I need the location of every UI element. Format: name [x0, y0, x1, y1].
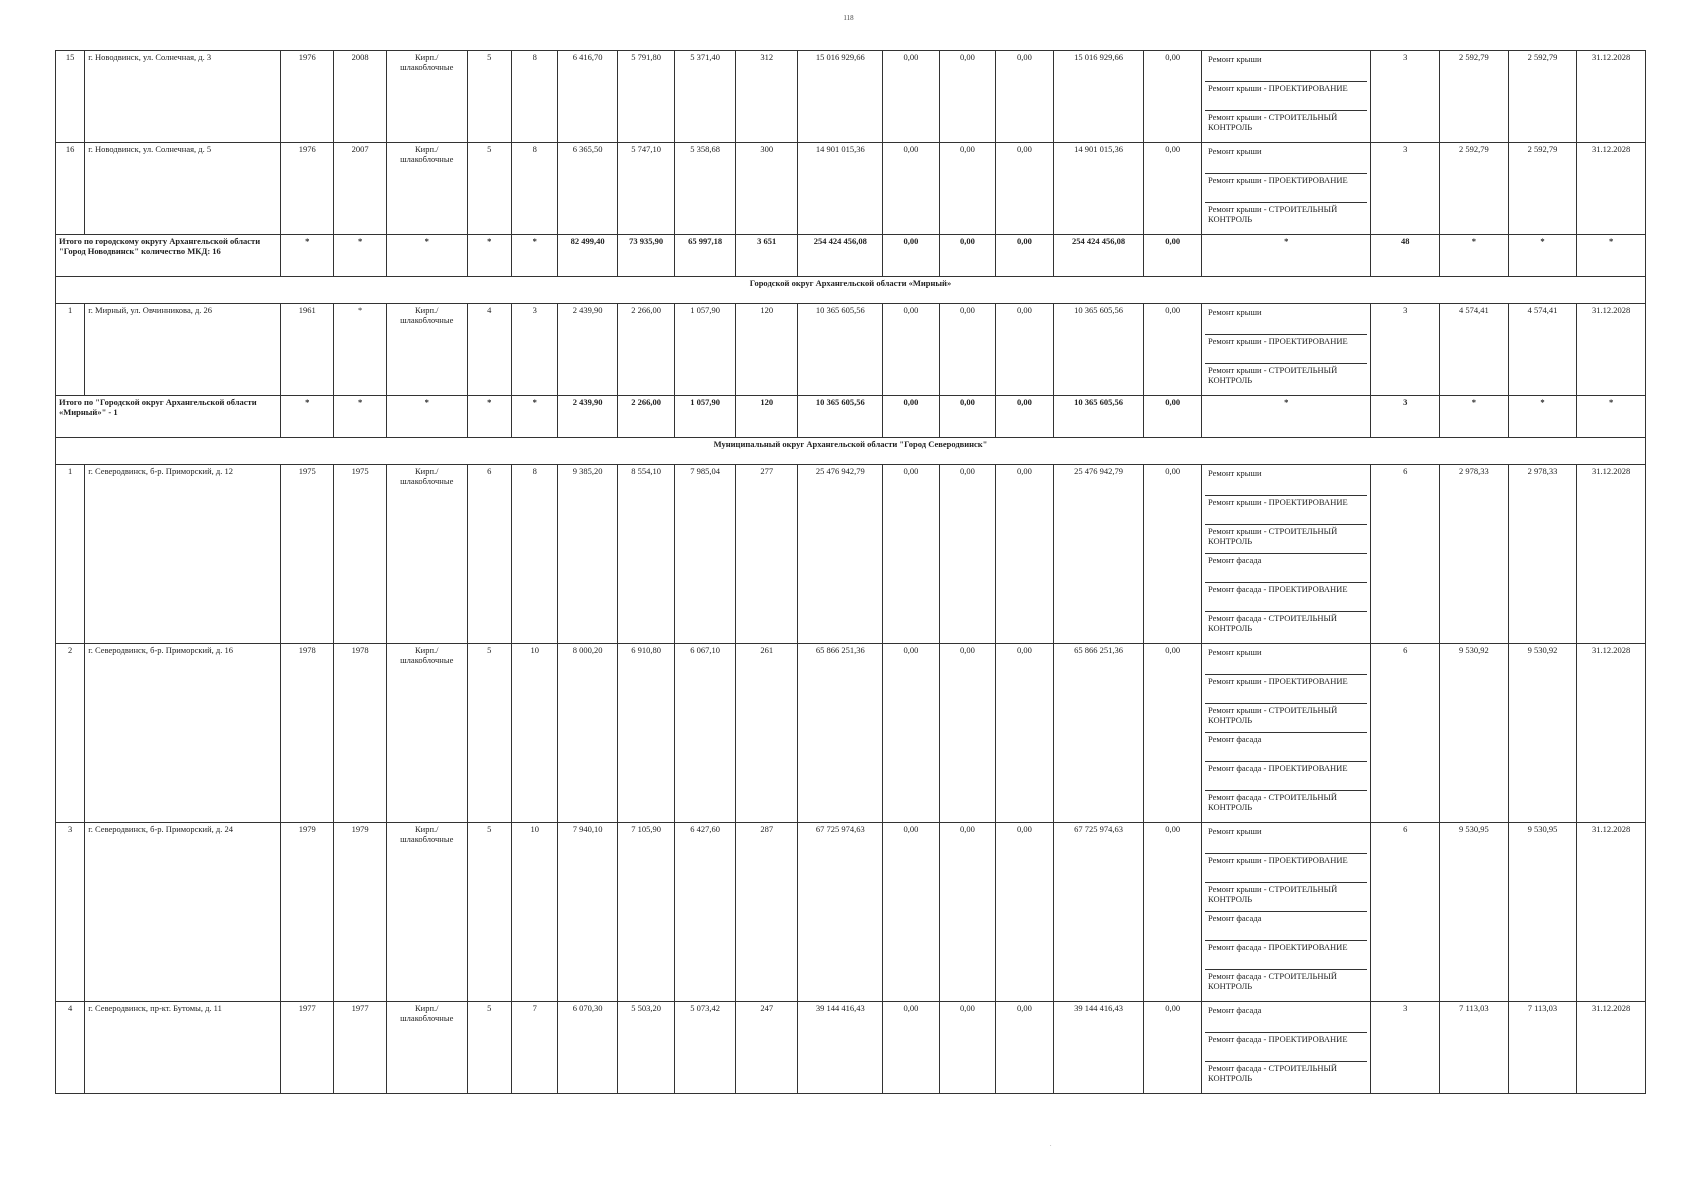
area-residential-cell: 5 371,40: [675, 51, 736, 143]
cost-total-cell: 39 144 416,43: [798, 1002, 883, 1094]
fund-cell: 0,00: [1144, 143, 1202, 235]
fund-owners-cell: 14 901 015,36: [1053, 143, 1144, 235]
entrances-cell: 3: [511, 304, 557, 396]
placeholder-star: *: [386, 396, 467, 438]
fund-cell: 0,00: [883, 644, 939, 823]
wall-material-cell: Кирп./ шлакоблочные: [386, 304, 467, 396]
floors-cell: 5: [467, 143, 511, 235]
row-number: 16: [56, 143, 85, 235]
fund-cell: 0,00: [996, 465, 1054, 644]
total-work-count: 3: [1371, 396, 1440, 438]
residents-cell: 120: [735, 304, 798, 396]
deadline-cell: 31.12.2028: [1577, 465, 1646, 644]
year-repair-cell: 1975: [334, 465, 386, 644]
cost-total-cell: 25 476 942,79: [798, 465, 883, 644]
total-fund: 0,00: [996, 235, 1054, 277]
section-header-row: [56, 277, 1646, 304]
placeholder-star: *: [280, 235, 333, 277]
fund-owners-cell: 65 866 251,36: [1053, 644, 1144, 823]
fund-cell: 0,00: [1144, 465, 1202, 644]
work-type-item: Ремонт крыши: [1205, 306, 1367, 335]
work-type-item: Ремонт крыши: [1205, 646, 1367, 675]
cost-total-cell: 67 725 974,63: [798, 823, 883, 1002]
year-built-cell: 1979: [280, 823, 333, 1002]
table-row: [56, 304, 1646, 396]
work-count-cell: 3: [1371, 51, 1440, 143]
unit-cost-cell: 9 530,95: [1440, 823, 1509, 1002]
work-type-item: Ремонт фасада - СТРОИТЕЛЬНЫЙ КОНТРОЛЬ: [1207, 971, 1338, 991]
wall-material-cell: Кирп./ шлакоблочные: [386, 465, 467, 644]
work-type-item: Ремонт крыши - ПРОЕКТИРОВАНИЕ: [1205, 496, 1367, 525]
address-cell: г. Северодвинск, б-р. Приморский, д. 12: [85, 465, 281, 644]
placeholder-star: *: [1201, 235, 1370, 277]
fund-cell: 0,00: [883, 823, 939, 1002]
total-residents: 3 651: [735, 235, 798, 277]
table-row: [56, 1002, 1646, 1094]
placeholder-star: *: [1577, 235, 1646, 277]
fund-cell: 0,00: [1144, 304, 1202, 396]
work-count-cell: 3: [1371, 304, 1440, 396]
fund-owners-cell: 10 365 605,56: [1053, 304, 1144, 396]
area-residential-cell: 6 067,10: [675, 644, 736, 823]
residents-cell: 277: [735, 465, 798, 644]
address-cell: г. Северодвинск, б-р. Приморский, д. 16: [85, 644, 281, 823]
area-residential-cell: 7 985,04: [675, 465, 736, 644]
row-number: 2: [56, 644, 85, 823]
work-type-item: Ремонт крыши - ПРОЕКТИРОВАНИЕ: [1205, 82, 1367, 111]
fund-cell: 0,00: [939, 644, 995, 823]
placeholder-star: *: [1577, 396, 1646, 438]
row-number: 4: [56, 1002, 85, 1094]
wall-material-cell: Кирп./ шлакоблочные: [386, 1002, 467, 1094]
work-type-item: Ремонт фасада - ПРОЕКТИРОВАНИЕ: [1205, 583, 1367, 612]
work-type-item: Ремонт фасада - ПРОЕКТИРОВАНИЕ: [1205, 762, 1367, 791]
area-total-cell: 6 070,30: [558, 1002, 618, 1094]
work-type-item: Ремонт фасада: [1205, 554, 1367, 583]
area-residential-cell: 5 358,68: [675, 143, 736, 235]
work-type-item: Ремонт крыши: [1205, 53, 1367, 82]
year-repair-cell: 2008: [334, 51, 386, 143]
entrances-cell: 8: [511, 143, 557, 235]
placeholder-star: *: [1440, 235, 1509, 277]
cost-total-cell: 15 016 929,66: [798, 51, 883, 143]
fund-cell: 0,00: [939, 143, 995, 235]
address-cell: г. Мирный, ул. Овчинникова, д. 26: [85, 304, 281, 396]
fund-cell: 0,00: [996, 304, 1054, 396]
area-total-cell: 6 365,50: [558, 143, 618, 235]
fund-cell: 0,00: [883, 465, 939, 644]
work-type-item: Ремонт фасада: [1205, 912, 1367, 941]
placeholder-star: *: [386, 235, 467, 277]
total-row: [56, 235, 1646, 277]
cost-total-cell: 10 365 605,56: [798, 304, 883, 396]
wall-material-cell: Кирп./ шлакоблочные: [386, 823, 467, 1002]
table-row: [56, 644, 1646, 823]
deadline-cell: 31.12.2028: [1577, 51, 1646, 143]
total-area-total: 2 439,90: [558, 396, 618, 438]
placeholder-star: *: [467, 396, 511, 438]
max-cost-cell: 4 574,41: [1508, 304, 1577, 396]
fund-cell: 0,00: [939, 465, 995, 644]
work-type-item: Ремонт крыши - СТРОИТЕЛЬНЫЙ КОНТРОЛЬ: [1205, 525, 1367, 554]
total-area-residential: 65 997,18: [675, 235, 736, 277]
area-premises-cell: 7 105,90: [617, 823, 675, 1002]
work-count-cell: 6: [1371, 644, 1440, 823]
total-area-premises: 2 266,00: [617, 396, 675, 438]
area-total-cell: 6 416,70: [558, 51, 618, 143]
unit-cost-cell: 7 113,03: [1440, 1002, 1509, 1094]
cost-total-cell: 14 901 015,36: [798, 143, 883, 235]
unit-cost-cell: 2 978,33: [1440, 465, 1509, 644]
works-cell: [1201, 143, 1370, 235]
placeholder-star: *: [334, 396, 386, 438]
cost-total-cell: 65 866 251,36: [798, 644, 883, 823]
fund-cell: 0,00: [996, 644, 1054, 823]
fund-cell: 0,00: [939, 304, 995, 396]
total-fund: 0,00: [1144, 396, 1202, 438]
unit-cost-cell: 4 574,41: [1440, 304, 1509, 396]
work-type-item: Ремонт крыши - ПРОЕКТИРОВАНИЕ: [1205, 675, 1367, 704]
work-type-item: Ремонт крыши: [1205, 145, 1367, 174]
fund-cell: 0,00: [883, 143, 939, 235]
placeholder-star: *: [280, 396, 333, 438]
address-cell: г. Новодвинск, ул. Солнечная, д. 5: [85, 143, 281, 235]
scan-mark: .: [1050, 1142, 1052, 1148]
year-built-cell: 1976: [280, 143, 333, 235]
floors-cell: 5: [467, 644, 511, 823]
entrances-cell: 10: [511, 823, 557, 1002]
wall-material-cell: Кирп./ шлакоблочные: [386, 51, 467, 143]
work-type-item: Ремонт крыши - СТРОИТЕЛЬНЫЙ КОНТРОЛЬ: [1207, 365, 1338, 385]
work-type-item: Ремонт крыши - ПРОЕКТИРОВАНИЕ: [1205, 854, 1367, 883]
fund-cell: 0,00: [939, 51, 995, 143]
total-fund: 0,00: [939, 396, 995, 438]
total-row: [56, 396, 1646, 438]
fund-cell: 0,00: [939, 1002, 995, 1094]
address-cell: г. Северодвинск, б-р. Приморский, д. 24: [85, 823, 281, 1002]
work-count-cell: 6: [1371, 823, 1440, 1002]
work-type-item: Ремонт крыши - ПРОЕКТИРОВАНИЕ: [1205, 335, 1367, 364]
total-area-premises: 73 935,90: [617, 235, 675, 277]
fund-cell: 0,00: [883, 1002, 939, 1094]
work-type-item: Ремонт крыши - СТРОИТЕЛЬНЫЙ КОНТРОЛЬ: [1207, 112, 1338, 132]
placeholder-star: *: [1440, 396, 1509, 438]
total-work-count: 48: [1371, 235, 1440, 277]
works-cell: [1201, 304, 1370, 396]
residents-cell: 261: [735, 644, 798, 823]
table-row: [56, 823, 1646, 1002]
unit-cost-cell: 2 592,79: [1440, 51, 1509, 143]
area-total-cell: 2 439,90: [558, 304, 618, 396]
wall-material-cell: Кирп./ шлакоблочные: [386, 143, 467, 235]
deadline-cell: 31.12.2028: [1577, 143, 1646, 235]
repair-program-table: [55, 50, 1646, 1094]
floors-cell: 5: [467, 823, 511, 1002]
fund-cell: 0,00: [996, 823, 1054, 1002]
fund-cell: 0,00: [939, 823, 995, 1002]
year-built-cell: 1976: [280, 51, 333, 143]
residents-cell: 312: [735, 51, 798, 143]
section-title: Муниципальный округ Архангельской области "Город Северодвинск": [56, 438, 1646, 465]
page-number: 118: [843, 14, 854, 22]
fund-cell: 0,00: [1144, 1002, 1202, 1094]
fund-owners-cell: 39 144 416,43: [1053, 1002, 1144, 1094]
area-total-cell: 9 385,20: [558, 465, 618, 644]
fund-cell: 0,00: [996, 143, 1054, 235]
max-cost-cell: 2 592,79: [1508, 51, 1577, 143]
work-count-cell: 3: [1371, 1002, 1440, 1094]
year-repair-cell: 2007: [334, 143, 386, 235]
total-fund: 0,00: [1144, 235, 1202, 277]
year-repair-cell: 1978: [334, 644, 386, 823]
year-built-cell: 1961: [280, 304, 333, 396]
placeholder-star: *: [334, 235, 386, 277]
max-cost-cell: 2 978,33: [1508, 465, 1577, 644]
deadline-cell: 31.12.2028: [1577, 823, 1646, 1002]
works-cell: [1201, 1002, 1370, 1094]
fund-cell: 0,00: [883, 51, 939, 143]
total-label: Итого по городскому округу Архангельской области "Город Новодвинск" количество МКД: 16: [56, 235, 281, 277]
placeholder-star: *: [1508, 396, 1577, 438]
work-count-cell: 6: [1371, 465, 1440, 644]
work-type-item: Ремонт фасада: [1205, 1004, 1367, 1033]
placeholder-star: *: [1201, 396, 1370, 438]
row-number: 1: [56, 465, 85, 644]
area-premises-cell: 8 554,10: [617, 465, 675, 644]
section-header-row: [56, 438, 1646, 465]
residents-cell: 247: [735, 1002, 798, 1094]
entrances-cell: 8: [511, 51, 557, 143]
floors-cell: 5: [467, 1002, 511, 1094]
works-cell: [1201, 823, 1370, 1002]
work-type-item: Ремонт фасада - СТРОИТЕЛЬНЫЙ КОНТРОЛЬ: [1207, 1063, 1338, 1083]
address-cell: г. Северодвинск, пр-кт. Бутомы, д. 11: [85, 1002, 281, 1094]
fund-cell: 0,00: [883, 304, 939, 396]
work-type-item: Ремонт крыши - ПРОЕКТИРОВАНИЕ: [1205, 174, 1367, 203]
area-premises-cell: 5 791,80: [617, 51, 675, 143]
works-cell: [1201, 465, 1370, 644]
year-repair-cell: *: [334, 304, 386, 396]
work-type-item: Ремонт фасада - СТРОИТЕЛЬНЫЙ КОНТРОЛЬ: [1207, 613, 1338, 633]
area-residential-cell: 6 427,60: [675, 823, 736, 1002]
year-repair-cell: 1979: [334, 823, 386, 1002]
fund-owners-cell: 15 016 929,66: [1053, 51, 1144, 143]
work-type-item: Ремонт крыши - СТРОИТЕЛЬНЫЙ КОНТРОЛЬ: [1207, 204, 1338, 224]
fund-cell: 0,00: [1144, 51, 1202, 143]
year-built-cell: 1978: [280, 644, 333, 823]
placeholder-star: *: [467, 235, 511, 277]
max-cost-cell: 2 592,79: [1508, 143, 1577, 235]
row-number: 15: [56, 51, 85, 143]
total-cost: 10 365 605,56: [798, 396, 883, 438]
year-repair-cell: 1977: [334, 1002, 386, 1094]
works-cell: [1201, 51, 1370, 143]
table-row: [56, 143, 1646, 235]
year-built-cell: 1975: [280, 465, 333, 644]
row-number: 1: [56, 304, 85, 396]
year-built-cell: 1977: [280, 1002, 333, 1094]
residents-cell: 287: [735, 823, 798, 1002]
fund-owners-cell: 67 725 974,63: [1053, 823, 1144, 1002]
area-residential-cell: 1 057,90: [675, 304, 736, 396]
total-fund: 0,00: [883, 396, 939, 438]
area-total-cell: 7 940,10: [558, 823, 618, 1002]
deadline-cell: 31.12.2028: [1577, 1002, 1646, 1094]
placeholder-star: *: [1508, 235, 1577, 277]
total-residents: 120: [735, 396, 798, 438]
total-fund: 0,00: [996, 396, 1054, 438]
area-premises-cell: 6 910,80: [617, 644, 675, 823]
max-cost-cell: 7 113,03: [1508, 1002, 1577, 1094]
total-fund: 0,00: [939, 235, 995, 277]
fund-cell: 0,00: [996, 51, 1054, 143]
fund-cell: 0,00: [1144, 644, 1202, 823]
deadline-cell: 31.12.2028: [1577, 304, 1646, 396]
work-type-item: Ремонт фасада - ПРОЕКТИРОВАНИЕ: [1205, 941, 1367, 970]
total-fund-owners: 254 424 456,08: [1053, 235, 1144, 277]
fund-owners-cell: 25 476 942,79: [1053, 465, 1144, 644]
entrances-cell: 10: [511, 644, 557, 823]
work-type-item: Ремонт крыши: [1205, 825, 1367, 854]
work-type-item: Ремонт фасада: [1205, 733, 1367, 762]
unit-cost-cell: 2 592,79: [1440, 143, 1509, 235]
residents-cell: 300: [735, 143, 798, 235]
area-total-cell: 8 000,20: [558, 644, 618, 823]
fund-cell: 0,00: [996, 1002, 1054, 1094]
max-cost-cell: 9 530,92: [1508, 644, 1577, 823]
total-fund: 0,00: [883, 235, 939, 277]
works-cell: [1201, 644, 1370, 823]
placeholder-star: *: [511, 235, 557, 277]
entrances-cell: 8: [511, 465, 557, 644]
total-area-residential: 1 057,90: [675, 396, 736, 438]
area-premises-cell: 5 747,10: [617, 143, 675, 235]
work-count-cell: 3: [1371, 143, 1440, 235]
floors-cell: 5: [467, 51, 511, 143]
address-cell: г. Новодвинск, ул. Солнечная, д. 3: [85, 51, 281, 143]
entrances-cell: 7: [511, 1002, 557, 1094]
work-type-item: Ремонт крыши: [1205, 467, 1367, 496]
table-row: [56, 51, 1646, 143]
work-type-item: Ремонт фасада - ПРОЕКТИРОВАНИЕ: [1205, 1033, 1367, 1062]
table-row: [56, 465, 1646, 644]
area-residential-cell: 5 073,42: [675, 1002, 736, 1094]
fund-cell: 0,00: [1144, 823, 1202, 1002]
deadline-cell: 31.12.2028: [1577, 644, 1646, 823]
work-type-item: Ремонт крыши - СТРОИТЕЛЬНЫЙ КОНТРОЛЬ: [1205, 883, 1367, 912]
placeholder-star: *: [511, 396, 557, 438]
total-area-total: 82 499,40: [558, 235, 618, 277]
total-label: Итого по "Городской округ Архангельской области «Мирный»" - 1: [56, 396, 281, 438]
work-type-item: Ремонт фасада - СТРОИТЕЛЬНЫЙ КОНТРОЛЬ: [1207, 792, 1338, 812]
row-number: 3: [56, 823, 85, 1002]
area-premises-cell: 5 503,20: [617, 1002, 675, 1094]
area-premises-cell: 2 266,00: [617, 304, 675, 396]
total-fund-owners: 10 365 605,56: [1053, 396, 1144, 438]
work-type-item: Ремонт крыши - СТРОИТЕЛЬНЫЙ КОНТРОЛЬ: [1205, 704, 1367, 733]
floors-cell: 4: [467, 304, 511, 396]
unit-cost-cell: 9 530,92: [1440, 644, 1509, 823]
total-cost: 254 424 456,08: [798, 235, 883, 277]
section-title: Городской округ Архангельской области «Мирный»: [56, 277, 1646, 304]
floors-cell: 6: [467, 465, 511, 644]
wall-material-cell: Кирп./ шлакоблочные: [386, 644, 467, 823]
max-cost-cell: 9 530,95: [1508, 823, 1577, 1002]
